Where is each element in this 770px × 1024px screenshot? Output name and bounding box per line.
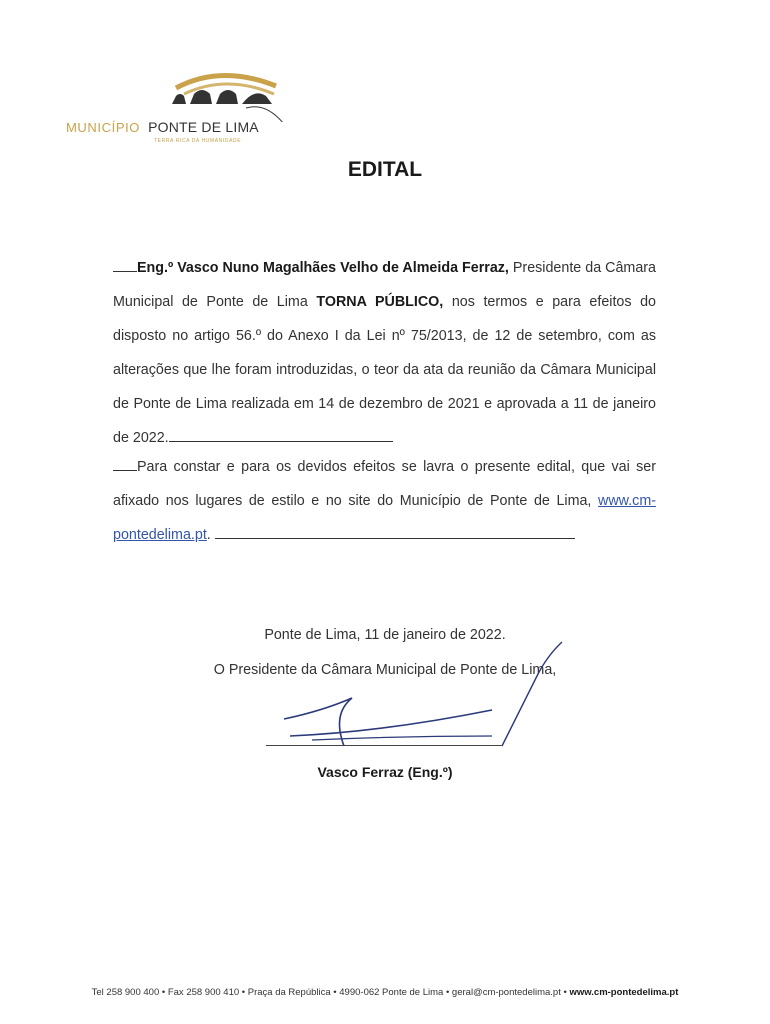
logo-tagline: TERRA RICA DA HUMANIDADE bbox=[154, 138, 242, 144]
footer-website[interactable]: www.cm-pontedelima.pt bbox=[569, 987, 679, 998]
document-title: EDITAL bbox=[347, 158, 423, 181]
president-line: O Presidente da Câmara Municipal de Ponte de Lima, bbox=[213, 662, 557, 678]
edital-paragraph-1 bbox=[113, 251, 656, 455]
footer bbox=[0, 987, 770, 998]
fill-line bbox=[169, 429, 393, 442]
signatory-name: Vasco Ferraz (Eng.º) bbox=[317, 764, 453, 780]
para2-period: . bbox=[206, 527, 211, 543]
para2-text: Para constar e para os devidos efeitos se lavra o presente edital, que vai ser afixado nos lugares de estilo e no site do Município de Ponte de Lima, bbox=[113, 459, 656, 509]
torna-publico: TORNA PÚBLICO, bbox=[316, 294, 444, 310]
logo-municipio: MUNICÍPIO bbox=[66, 120, 141, 135]
para1-text-1: Presidente da Câmara Municipal de Ponte de Lima bbox=[113, 260, 656, 310]
logo-wordmark bbox=[66, 119, 259, 135]
edital-paragraph-2 bbox=[113, 450, 656, 552]
bridge-logo-icon bbox=[166, 66, 286, 122]
website-link[interactable]: www.cm-pontedelima.pt bbox=[113, 493, 656, 543]
signature-line bbox=[266, 745, 502, 746]
footer-contact: Tel 258 900 400 • Fax 258 900 410 • Praça da República • 4990-062 Ponte de Lima • geral@cm-pontedelima.pt • bbox=[91, 987, 570, 998]
municipality-logo bbox=[66, 66, 286, 148]
indent-line bbox=[113, 458, 137, 471]
logo-ponte-de-lima: PONTE DE LIMA bbox=[148, 119, 259, 135]
para1-text-2: nos termos e para efeitos do disposto no artigo 56.º do Anexo I da Lei nº 75/2013, de 12 de setembro, com as alterações que lhe foram introduzidas, o teor da ata da reunião da Câmara Municipal de Ponte de Lima realizada em 14 de dezembro de 2021 e aprovada a 11 de janeiro de 2022. bbox=[113, 294, 656, 446]
fill-line bbox=[215, 526, 575, 539]
president-name: Eng.º Vasco Nuno Magalhães Velho de Almeida Ferraz, bbox=[137, 260, 509, 276]
indent-line bbox=[113, 259, 137, 272]
date-line: Ponte de Lima, 11 de janeiro de 2022. bbox=[264, 627, 506, 643]
handwritten-signature bbox=[262, 636, 582, 751]
